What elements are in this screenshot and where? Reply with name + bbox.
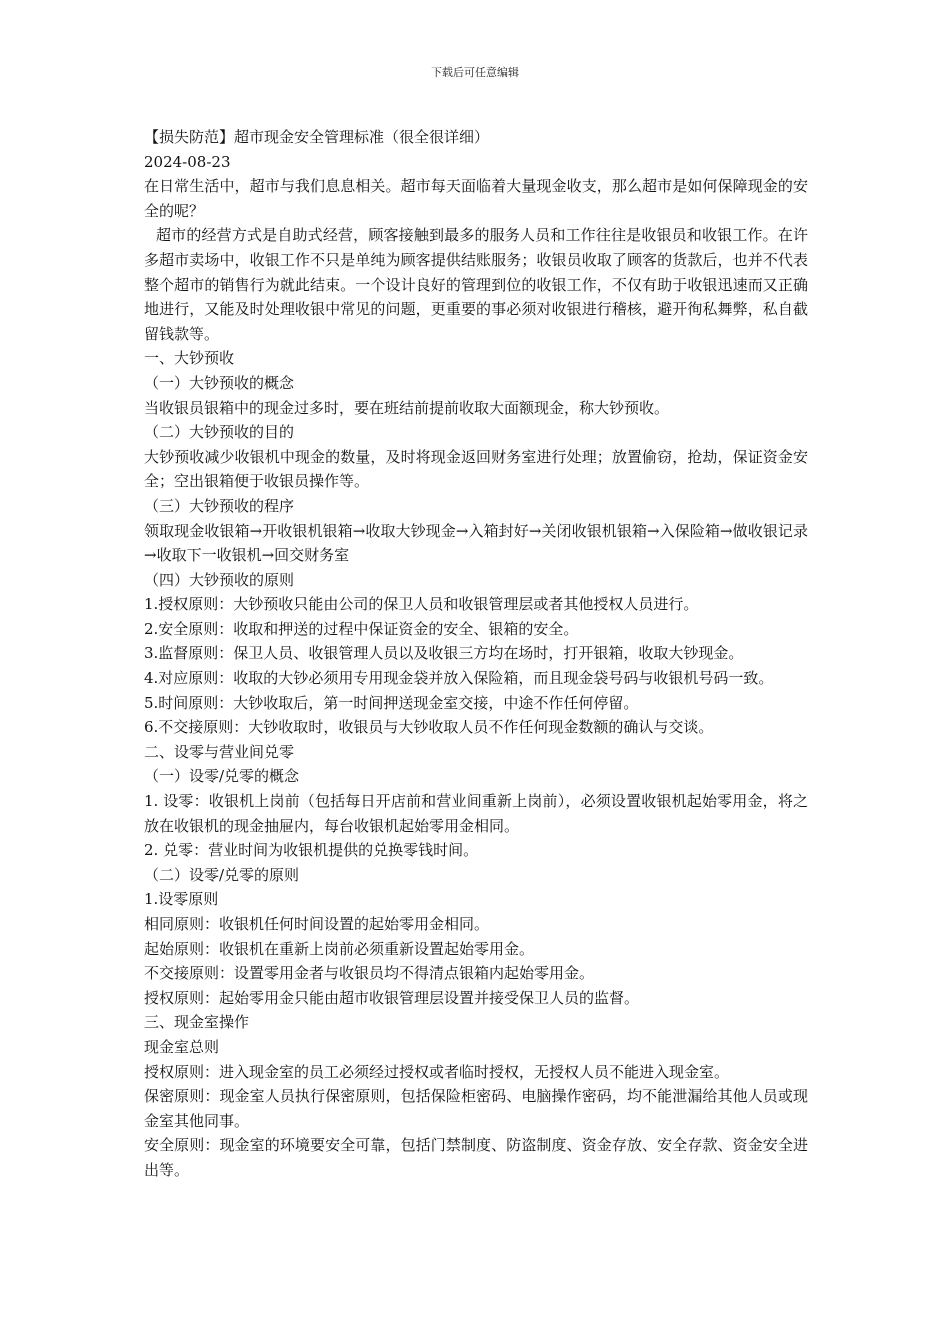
list-item: 1.设零原则 bbox=[144, 890, 219, 909]
page-header-note: 下载后可任意编辑 bbox=[431, 66, 519, 79]
paragraph: 授权原则：起始零用金只能由超市收银管理层设置并接受保卫人员的监督。 bbox=[144, 988, 640, 1007]
paragraph: 安全原则：现金室的环境要安全可靠，包括门禁制度、防盗制度、资金存放、安全存款、资金安全进出等。 bbox=[144, 1136, 808, 1179]
article-body bbox=[144, 125, 808, 1183]
list-item: 1. 设零：收银机上岗前（包括每日开店前和营业间重新上岗前），必须设置收银机起始零用金，将之放在收银机的现金抽屉内，每台收银机起始零用金相同。 bbox=[144, 792, 808, 835]
paragraph: 当收银员银箱中的现金过多时，要在班结前提前收取大面额现金，称大钞预收。 bbox=[144, 398, 670, 417]
section-heading: 二、设零与营业间兑零 bbox=[144, 742, 295, 761]
subsection-heading: 现金室总则 bbox=[144, 1037, 220, 1056]
list-item: 6.不交接原则：大钞收取时，收银员与大钞收取人员不作任何现金数额的确认与交谈。 bbox=[144, 718, 714, 737]
article-date: 2024-08-23 bbox=[144, 152, 231, 171]
section-heading: 三、现金室操作 bbox=[144, 1013, 250, 1032]
paragraph: 保密原则：现金室人员执行保密原则，包括保险柜密码、电脑操作密码，均不能泄漏给其他人员或现金室其他同事。 bbox=[144, 1087, 808, 1130]
list-item: 3.监督原则：保卫人员、收银管理人员以及收银三方均在场时，打开银箱，收取大钞现金。 bbox=[144, 644, 744, 663]
article-title: 【损失防范】超市现金安全管理标准（很全很详细） bbox=[144, 128, 490, 146]
list-item: 4.对应原则：收取的大钞必须用专用现金袋并放入保险箱，而且现金袋号码与收银机号码一致。 bbox=[144, 669, 774, 688]
list-item: 5.时间原则：大钞收取后，第一时间押送现金室交接，中途不作任何停留。 bbox=[144, 693, 639, 712]
list-item: 1.授权原则：大钞预收只能由公司的保卫人员和收银管理层或者其他授权人员进行。 bbox=[144, 595, 699, 614]
subsection-heading: （二）设零/兑零的原则 bbox=[144, 865, 300, 884]
list-item: 2.安全原则：收取和押送的过程中保证资金的安全、银箱的安全。 bbox=[144, 619, 579, 638]
paragraph: 大钞预收减少收银机中现金的数量，及时将现金返回财务室进行处理；放置偷窃，抢劫，保证资金安全；空出银箱便于收银员操作等。 bbox=[144, 447, 808, 491]
subsection-heading: （二）大钞预收的目的 bbox=[144, 423, 295, 442]
paragraph: 授权原则：进入现金室的员工必须经过授权或者临时授权，无授权人员不能进入现金室。 bbox=[144, 1062, 730, 1081]
list-item: 2. 兑零：营业时间为收银机提供的兑换零钱时间。 bbox=[144, 841, 479, 860]
paragraph: 领取现金收银箱→开收银机银箱→收取大钞现金→入箱封好→关闭收银机银箱→入保险箱→做收银记录→收取下一收银机→回交财务室 bbox=[144, 521, 808, 565]
subsection-heading: （三）大钞预收的程序 bbox=[144, 496, 295, 515]
subsection-heading: （一）大钞预收的概念 bbox=[144, 373, 295, 392]
subsection-heading: （一）设零/兑零的概念 bbox=[144, 767, 300, 786]
paragraph: 不交接原则：设置零用金者与收银员均不得清点银箱内起始零用金。 bbox=[144, 964, 595, 983]
paragraph: 相同原则：收银机任何时间设置的起始零用金相同。 bbox=[144, 915, 490, 933]
section-heading: 一、大钞预收 bbox=[144, 349, 235, 368]
paragraph: 在日常生活中，超市与我们息息相关。超市每天面临着大量现金收支，那么超市是如何保障现金的安全的呢？ bbox=[144, 177, 808, 220]
paragraph: 起始原则：收银机在重新上岗前必须重新设置起始零用金。 bbox=[144, 939, 535, 958]
paragraph: 超市的经营方式是自助式经营，顾客接触到最多的服务人员和工作往往是收银员和收银工作。在许多超市卖场中，收银工作不只是单纯为顾客提供结账服务；收银员收取了顾客的货款后，也并不代表整个超市的销售行为就此结束。一个设计良好的管理到位的收银工作，不仅有助于收银迅速而又正确地进行，又能及时处理收银中常见的问题，更重要的事必须对收银进行稽核，避开徇私舞弊，私自截留钱款等。 bbox=[144, 226, 808, 343]
subsection-heading: （四）大钞预收的原则 bbox=[144, 570, 295, 589]
